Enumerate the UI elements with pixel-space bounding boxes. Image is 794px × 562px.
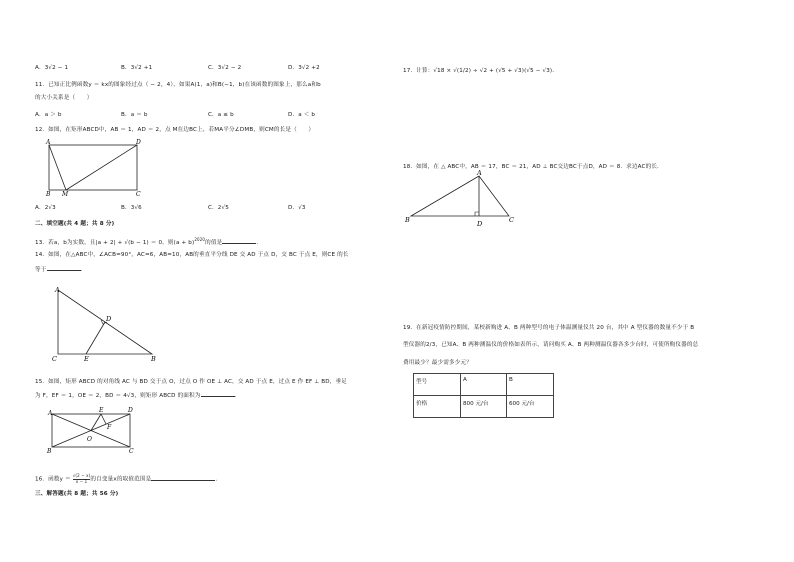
q12-stem: 12．如图，在矩形ABCD中，AB ＝ 1，AD ＝ 2，点 M在边BC上，若MA平分∠DMB，则CM的长是（ ）	[35, 127, 315, 133]
q15-label-c: C	[129, 448, 134, 455]
q14-triangle-figure	[52, 284, 162, 364]
q13-answer-blank[interactable]	[222, 243, 256, 244]
q13-stem: 13．若a，b为实数，且|a + 2| + √(b − 1) ＝ 0，则$(a + b)^{2020}$的值是 .	[35, 237, 259, 246]
q10-option-b: B．3√2 +1	[121, 65, 153, 71]
q16-denominator: x − 1	[75, 478, 88, 484]
q10-option-d: D．3√2 +2	[288, 65, 320, 71]
q14-stem-line2: 等于 .	[35, 267, 83, 273]
q15-label-e: E	[99, 407, 104, 414]
q12-label-d: D	[136, 139, 141, 146]
q16-numerator: √(2 − x)	[72, 473, 91, 478]
q18-label-a: A	[477, 169, 482, 177]
q11-stem-line1: 11．已知正比例函数y ＝ kx的图象经过点（ − 2，4），如果A(1，a)和B(−1，b)在该函数的图象上，那么a和b	[35, 82, 321, 88]
q15-answer-blank[interactable]	[201, 396, 235, 397]
q18-stem: 18．如图，在 △ ABC中，AB ＝ 17，BC ＝ 21，AD ⊥ BC交边BC于点D，AD ＝ 8．求边AC的长．	[403, 164, 663, 170]
q15-label-a: A	[48, 410, 53, 417]
table-cell: 800 元/台	[461, 396, 507, 418]
q15-label-b: B	[47, 448, 52, 455]
q19-price-table	[413, 373, 554, 418]
q10-option-a: A．3√2 − 1	[35, 65, 69, 71]
q11-option-b: B．a ＝ b	[121, 112, 148, 118]
q10-option-c: C．3√2 − 2	[208, 65, 242, 71]
q16-stem: 16．函数y ＝ $\frac{√(2 - x)}{x - 1}$ 的自变量x的取值范围是 .	[35, 473, 218, 484]
q14-label-a: A	[55, 286, 60, 294]
table-cell: 价格	[414, 396, 461, 418]
table-cell: 型号	[414, 374, 461, 396]
q15-segment-ef	[101, 414, 106, 424]
q14-stem-line1: 14．如图，在△ABC中，∠ACB=90°，AC=6，AB=10，AB的垂直平分线 DE 交 AD 于点 D，交 BC 于点 E，则CE 的长	[35, 252, 349, 258]
right-column	[397, 0, 794, 562]
table-cell: 600 元/台	[507, 396, 554, 418]
table-row	[414, 396, 554, 418]
table-cell: A	[461, 374, 507, 396]
q12-option-a: A．2√3	[35, 205, 56, 211]
q17-stem: 17．计算：√18 × √(1/2) ÷ √2 + (√5 + √3)(√5 − √3)．	[403, 68, 559, 74]
q14-answer-blank[interactable]	[47, 270, 81, 271]
q16-fraction	[73, 474, 91, 484]
q18-label-d: D	[477, 220, 483, 228]
q16-text-post: 的自变量x的取值范围是	[90, 476, 152, 483]
q15-stem-line2: 为 F，EF ＝ 1，OE ＝ 2，BD ＝ 4√3，则矩形 ABCD 的面积为 .	[35, 393, 237, 399]
q14-label-d: D	[106, 315, 112, 323]
q14-segment-de	[86, 322, 105, 354]
q12-rectangle	[49, 145, 137, 190]
q12-label-b: B	[46, 191, 51, 198]
q12-option-d: D．√3	[288, 205, 306, 211]
q12-label-c: C	[136, 191, 141, 198]
q15-rectangle-figure	[45, 405, 145, 455]
q19-stem-line1: 19．在新冠疫情防控期间，某校新购进 A、B 两种型号的电子体温测量仪共 20 台，其中 A 型仪器的数量不少于 B	[403, 325, 695, 331]
table-cell: B	[507, 374, 554, 396]
q12-rectangle-figure	[44, 137, 154, 197]
table-row	[414, 374, 554, 396]
q14-label-b: B	[151, 355, 156, 363]
q12-option-c: C．2√5	[208, 205, 229, 211]
section-3-heading: 三、解答题(共 8 题；共 56 分)	[35, 491, 119, 497]
q12-segment-am	[49, 145, 66, 190]
q14-label-e: E	[84, 355, 89, 363]
q15-label-d: D	[128, 407, 133, 414]
q12-label-m: M	[62, 191, 69, 198]
q13-text: 13．若a，b为实数，且|a + 2| + √(b − 1) ＝ 0，则(a + b)	[35, 239, 195, 246]
q18-label-b: B	[405, 216, 410, 224]
q11-option-c: C．a ≤ b	[208, 112, 234, 118]
q15-label-o: O	[87, 436, 92, 443]
q16-text-pre: 16．函数y ＝	[35, 476, 71, 483]
q15-label-f: F	[107, 424, 112, 431]
q18-label-c: C	[509, 216, 514, 224]
q14-line2-text: 等于	[35, 267, 47, 273]
q11-stem-line2: 的大小关系是（ ）	[35, 95, 93, 101]
q11-option-a: A．a ＞ b	[35, 112, 62, 118]
q18-triangle-figure	[405, 170, 525, 230]
q18-right-angle-mark	[475, 212, 479, 216]
q16-answer-blank[interactable]	[151, 480, 215, 481]
q12-label-a: A	[46, 139, 51, 146]
q13-tail: 的值是	[205, 239, 223, 246]
q15-stem-line1: 15．如图，矩形 ABCD 的对角线 AC 与 BD 交于点 O，过点 O 作 OE ⊥ AC，交 AD 于点 E，过点 E 作 EF ⊥ BD，垂足	[35, 379, 347, 385]
q19-stem-line3: 费用最少？最少需多少元？	[403, 360, 472, 366]
section-2-heading: 二、填空题(共 4 题；共 8 分)	[35, 221, 115, 227]
q18-triangle-abc	[411, 176, 509, 216]
q12-segment-md	[66, 145, 137, 190]
q14-label-c: C	[52, 355, 57, 363]
q13-exponent: 2020	[194, 237, 206, 242]
q12-option-b: B．3√6	[121, 205, 142, 211]
q11-option-d: D．a ＜ b	[288, 112, 316, 118]
q19-stem-line2: 型仪器的2/3，已知A、B 两种测温仪的价格如表所示，请问购买 A、B 两种测温仪器各多少台时，可使所购仪器的总	[403, 342, 699, 348]
q15-line2-text: 为 F，EF ＝ 1，OE ＝ 2，BD ＝ 4√3，则矩形 ABCD 的面积为	[35, 393, 201, 399]
